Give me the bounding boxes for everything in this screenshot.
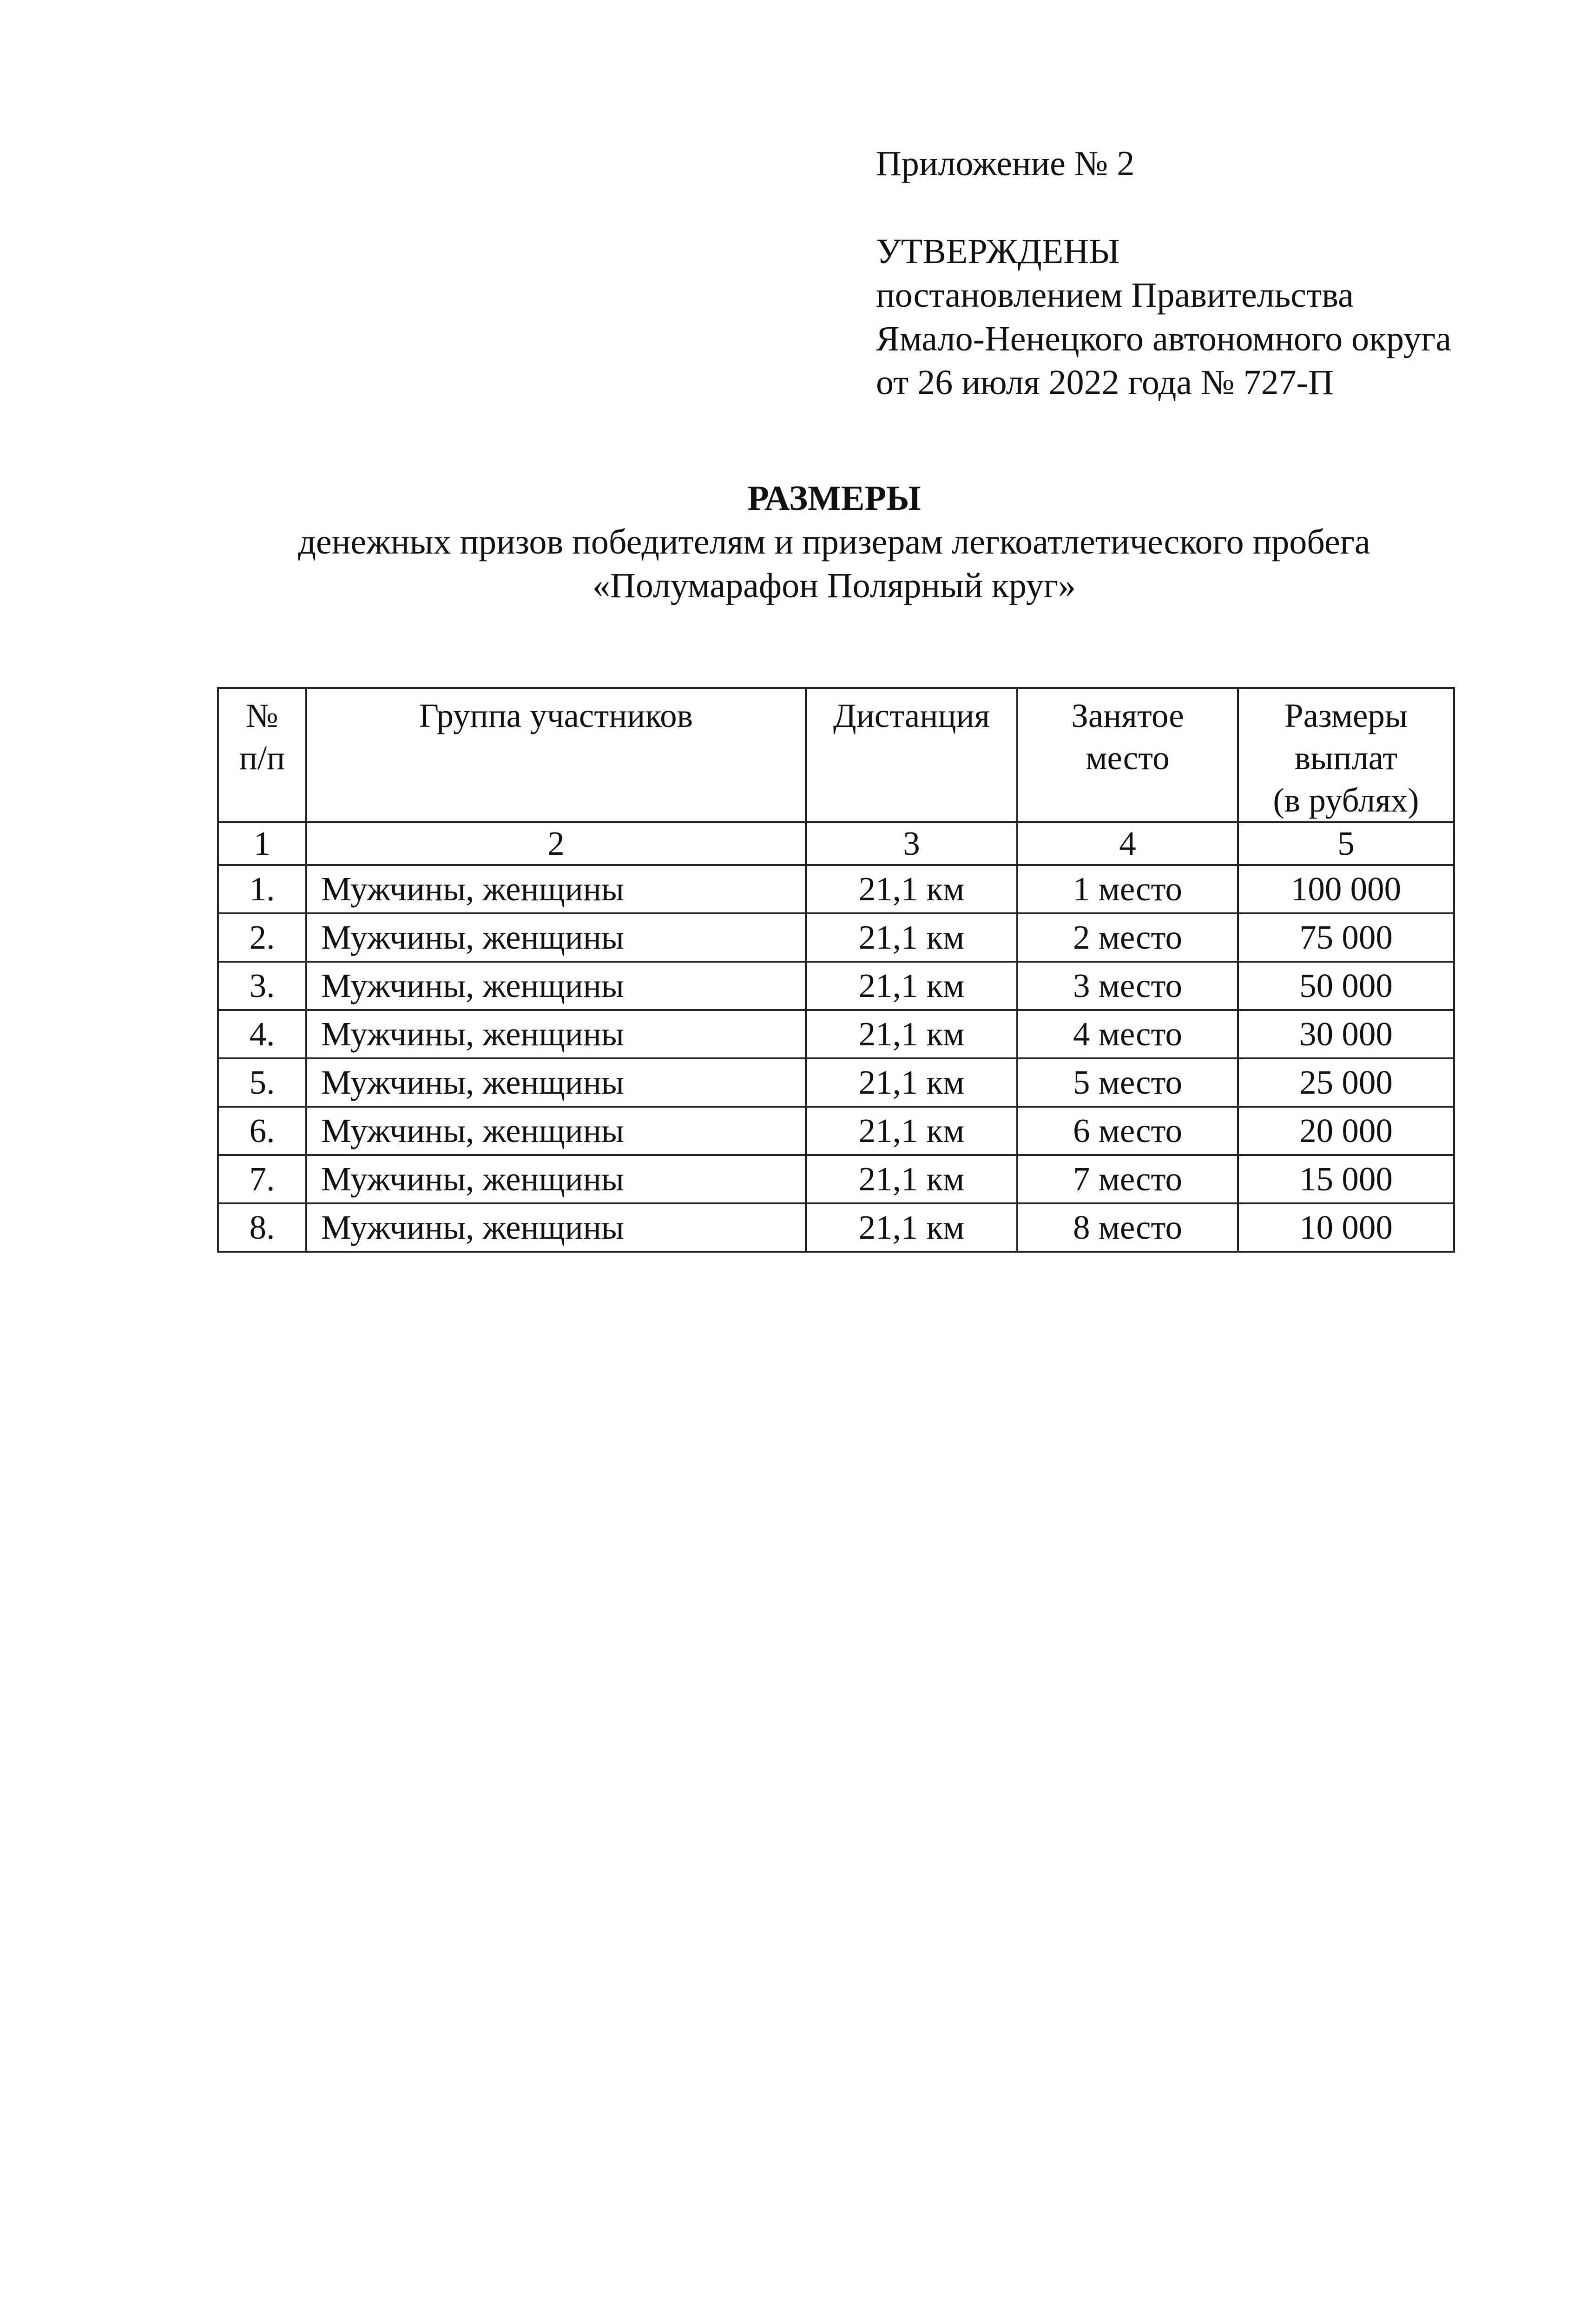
header-group — [306, 688, 806, 822]
table-row — [218, 1203, 1454, 1252]
row-group: Мужчины, женщины — [306, 1107, 806, 1155]
approval-block — [876, 142, 1451, 404]
row-distance: 21,1 км — [806, 913, 1017, 962]
row-group: Мужчины, женщины — [306, 1203, 806, 1252]
row-distance: 21,1 км — [806, 1010, 1017, 1058]
row-number: 6. — [218, 1107, 306, 1155]
row-group: Мужчины, женщины — [306, 1155, 806, 1203]
row-number: 5. — [218, 1058, 306, 1107]
row-amount: 100 000 — [1238, 865, 1454, 913]
table-header-row — [218, 688, 1454, 822]
annex-label: Приложение № 2 — [876, 144, 1135, 183]
row-group: Мужчины, женщины — [306, 1058, 806, 1107]
header-number-line1: № — [246, 697, 278, 734]
header-amount — [1238, 688, 1454, 822]
region-label: Ямало-Ненецкого автономного округа — [876, 319, 1451, 358]
row-distance: 21,1 км — [806, 962, 1017, 1010]
header-distance-line1: Дистанция — [833, 697, 990, 734]
prize-table — [217, 687, 1455, 1253]
header-distance — [806, 688, 1017, 822]
row-number: 8. — [218, 1203, 306, 1252]
decree-date-number: от 26 июля 2022 года № 727-П — [876, 363, 1334, 402]
table-row — [218, 1058, 1454, 1107]
table-row — [218, 1107, 1454, 1155]
header-number-line2: п/п — [239, 739, 285, 777]
decree-label: постановлением Правительства — [876, 276, 1354, 315]
row-distance: 21,1 км — [806, 1058, 1017, 1107]
document-title: РАЗМЕРЫ — [747, 479, 921, 518]
document-heading — [218, 476, 1450, 607]
row-group: Мужчины, женщины — [306, 913, 806, 962]
row-place: 5 место — [1017, 1058, 1238, 1107]
row-amount: 15 000 — [1238, 1155, 1454, 1203]
header-number — [218, 688, 306, 822]
header-amount-line3: (в рублях) — [1273, 781, 1419, 819]
row-amount: 30 000 — [1238, 1010, 1454, 1058]
row-number: 4. — [218, 1010, 306, 1058]
row-distance: 21,1 км — [806, 1107, 1017, 1155]
approved-label: УТВЕРЖДЕНЫ — [876, 232, 1120, 271]
row-place: 4 место — [1017, 1010, 1238, 1058]
table-row — [218, 865, 1454, 913]
row-place: 8 место — [1017, 1203, 1238, 1252]
column-number: 3 — [806, 822, 1017, 865]
header-place-line1: Занятое — [1071, 697, 1184, 734]
table-row — [218, 962, 1454, 1010]
table-row — [218, 1155, 1454, 1203]
header-place-line2: место — [1086, 739, 1170, 777]
row-distance: 21,1 км — [806, 865, 1017, 913]
document-subtitle-line1: денежных призов победителям и призерам легкоатлетического пробега — [298, 522, 1370, 561]
row-group: Мужчины, женщины — [306, 962, 806, 1010]
row-number: 2. — [218, 913, 306, 962]
row-group: Мужчины, женщины — [306, 865, 806, 913]
row-number: 1. — [218, 865, 306, 913]
row-distance: 21,1 км — [806, 1203, 1017, 1252]
header-group-line1: Группа участников — [419, 697, 693, 734]
table-row — [218, 1010, 1454, 1058]
row-place: 1 место — [1017, 865, 1238, 913]
row-place: 7 место — [1017, 1155, 1238, 1203]
row-number: 3. — [218, 962, 306, 1010]
column-number: 4 — [1017, 822, 1238, 865]
row-place: 3 место — [1017, 962, 1238, 1010]
column-number: 1 — [218, 822, 306, 865]
table-row — [218, 913, 1454, 962]
column-number-row — [218, 822, 1454, 865]
row-distance: 21,1 км — [806, 1155, 1017, 1203]
column-number: 2 — [306, 822, 806, 865]
row-amount: 20 000 — [1238, 1107, 1454, 1155]
row-amount: 75 000 — [1238, 913, 1454, 962]
header-place — [1017, 688, 1238, 822]
row-place: 6 место — [1017, 1107, 1238, 1155]
header-amount-line1: Размеры — [1284, 697, 1408, 734]
row-amount: 25 000 — [1238, 1058, 1454, 1107]
document-subtitle-line2: «Полумарафон Полярный круг» — [592, 566, 1076, 605]
header-amount-line2: выплат — [1294, 739, 1398, 777]
row-number: 7. — [218, 1155, 306, 1203]
row-amount: 50 000 — [1238, 962, 1454, 1010]
row-group: Мужчины, женщины — [306, 1010, 806, 1058]
row-place: 2 место — [1017, 913, 1238, 962]
row-amount: 10 000 — [1238, 1203, 1454, 1252]
column-number: 5 — [1238, 822, 1454, 865]
